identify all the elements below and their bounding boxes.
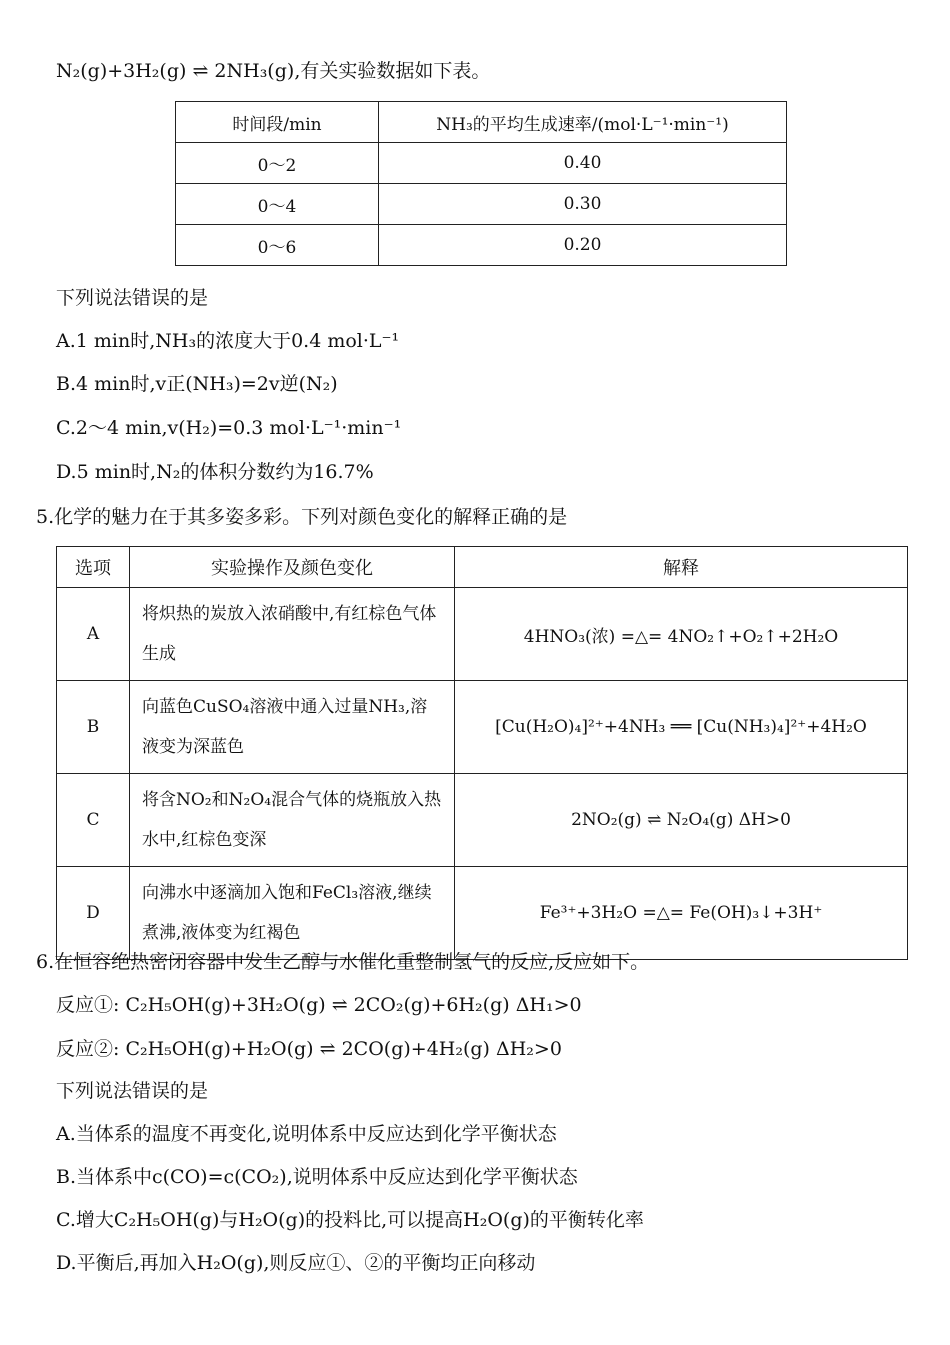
q4-option-d: D.5 min时,N₂的体积分数约为16.7% bbox=[56, 461, 374, 483]
q6-option-a: A.当体系的温度不再变化,说明体系中反应达到化学平衡状态 bbox=[56, 1123, 557, 1145]
q4-option-b: B.4 min时,v正(NH₃)=2v逆(N₂) bbox=[56, 373, 338, 395]
q4-prompt: 下列说法错误的是 bbox=[56, 287, 209, 309]
q6-option-d: D.平衡后,再加入H₂O(g),则反应①、②的平衡均正向移动 bbox=[56, 1252, 536, 1274]
option-label: C bbox=[57, 774, 130, 867]
table-cell: 0.20 bbox=[379, 225, 787, 266]
q6-option-c: C.增大C₂H₅OH(g)与H₂O(g)的投料比,可以提高H₂O(g)的平衡转化率 bbox=[56, 1209, 644, 1231]
q4-equation: N₂(g)+3H₂(g) ⇌ 2NH₃(g) bbox=[56, 60, 295, 82]
table-row bbox=[176, 143, 787, 184]
table-row bbox=[57, 588, 908, 681]
table-cell: 0～4 bbox=[176, 184, 379, 225]
table-header-operation: 实验操作及颜色变化 bbox=[130, 547, 455, 588]
table-row bbox=[176, 184, 787, 225]
color-change-table bbox=[56, 546, 908, 960]
table-header-option: 选项 bbox=[57, 547, 130, 588]
q4-intro-suffix: ,有关实验数据如下表。 bbox=[294, 60, 491, 82]
q6-reaction-1: 反应①: C₂H₅OH(g)+3H₂O(g) ⇌ 2CO₂(g)+6H₂(g) ΔH₁>0 bbox=[56, 994, 582, 1016]
explanation-equation: 4HNO₃(浓) =△= 4NO₂↑+O₂↑+2H₂O bbox=[455, 588, 908, 681]
q6-option-b: B.当体系中c(CO)=c(CO₂),说明体系中反应达到化学平衡状态 bbox=[56, 1166, 578, 1188]
table-cell: 0～2 bbox=[176, 143, 379, 184]
rate-table-header-time: 时间段/min bbox=[176, 102, 379, 143]
q5-stem: 5.化学的魅力在于其多姿多彩。下列对颜色变化的解释正确的是 bbox=[36, 506, 568, 528]
explanation-equation: 2NO₂(g) ⇌ N₂O₄(g) ΔH>0 bbox=[455, 774, 908, 867]
operation-text: 向蓝色CuSO₄溶液中通入过量NH₃,溶液变为深蓝色 bbox=[130, 681, 455, 774]
q4-option-a: A.1 min时,NH₃的浓度大于0.4 mol·L⁻¹ bbox=[56, 330, 400, 352]
table-header-explanation: 解释 bbox=[455, 547, 908, 588]
q4-intro bbox=[56, 56, 490, 83]
operation-text: 向沸水中逐滴加入饱和FeCl₃溶液,继续煮沸,液体变为红褐色 bbox=[130, 867, 455, 960]
q6-reaction-2: 反应②: C₂H₅OH(g)+H₂O(g) ⇌ 2CO(g)+4H₂(g) ΔH₂>0 bbox=[56, 1038, 562, 1060]
option-label: A bbox=[57, 588, 130, 681]
option-label: D bbox=[57, 867, 130, 960]
table-cell: 0.40 bbox=[379, 143, 787, 184]
rate-table-header-rate: NH₃的平均生成速率/(mol·L⁻¹·min⁻¹) bbox=[379, 102, 787, 143]
table-row bbox=[176, 225, 787, 266]
operation-text: 将含NO₂和N₂O₄混合气体的烧瓶放入热水中,红棕色变深 bbox=[130, 774, 455, 867]
q6-stem: 6.在恒容绝热密闭容器中发生乙醇与水催化重整制氢气的反应,反应如下。 bbox=[36, 951, 650, 973]
table-cell: 0～6 bbox=[176, 225, 379, 266]
table-cell: 0.30 bbox=[379, 184, 787, 225]
explanation-equation: Fe³⁺+3H₂O =△= Fe(OH)₃↓+3H⁺ bbox=[455, 867, 908, 960]
table-row bbox=[57, 867, 908, 960]
rate-table bbox=[175, 101, 787, 266]
operation-text: 将炽热的炭放入浓硝酸中,有红棕色气体生成 bbox=[130, 588, 455, 681]
option-label: B bbox=[57, 681, 130, 774]
table-row bbox=[57, 681, 908, 774]
q6-prompt: 下列说法错误的是 bbox=[56, 1080, 209, 1102]
table-row bbox=[57, 774, 908, 867]
q4-option-c: C.2～4 min,v(H₂)=0.3 mol·L⁻¹·min⁻¹ bbox=[56, 417, 402, 439]
explanation-equation: [Cu(H₂O)₄]²⁺+4NH₃ ══ [Cu(NH₃)₄]²⁺+4H₂O bbox=[455, 681, 908, 774]
